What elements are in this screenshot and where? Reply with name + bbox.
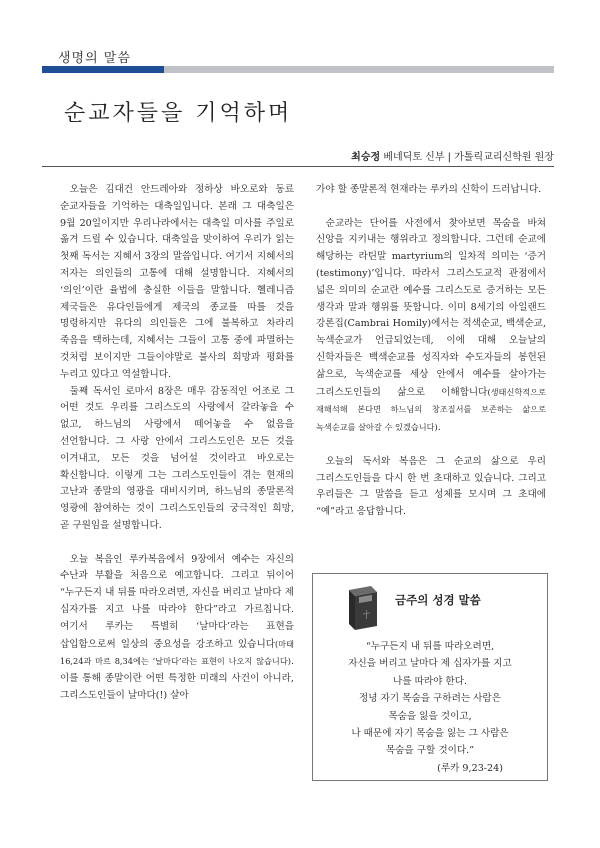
paragraph-text: . [437, 422, 441, 434]
weekly-verse-box [312, 573, 548, 781]
verse-line: 정녕 자기 목숨을 구하려는 사람은 [359, 693, 501, 705]
author-name: 최승정 [351, 152, 381, 163]
byline-rule [42, 166, 554, 167]
paragraph [316, 216, 546, 437]
article-title: 순교자들을 기억하며 [64, 101, 293, 126]
header-rule-accent [42, 66, 164, 73]
section-label: 생명의 말씀 [58, 51, 131, 66]
byline [351, 148, 554, 163]
paragraph [60, 552, 294, 705]
verse-line: 나를 따라야 한다. [392, 675, 468, 687]
bible-icon [343, 584, 379, 632]
author-role: 베네딕토 신부 | 가톨릭교리신학원 원장 [383, 152, 554, 163]
verse-text [313, 638, 547, 777]
paragraph: 오늘의 독서와 복음은 그 순교의 삶으로 우리 그리스도인들을 다시 한 번 초대하고 있습니다. 그리고 우리들은 그 말씀을 듣고 성체를 모시며 그 초대에 “예”라고 응답합니다. [316, 455, 546, 518]
paragraph-text: . 이를 통해 종말이란 어떤 특정한 미래의 사건이 아니라, 그리스도인들이 날마다(!) 살아 [60, 656, 294, 701]
paragraph: 둘째 독서인 로마서 8장은 매우 감동적인 어조로 그 어떤 것도 우리를 그리스도의 사랑에서 갈라놓을 수 없고, 하느님의 사랑에서 떼어놓을 수 없음을 선언합니다. 그 사랑 안에서 그리스도인은 모든 것을 이겨내고, 모든 것을 넘어설 것이라고 바오로는 확신합니다. 이렇게 그는 그리스도인들이 겪는 현재의 고난과 종말의 영광을 대비시키며, 하느님의 종말론적 영광에 참여하는 것이 그리스도인들의 궁극적인 희망, 곧 구원임을 설명합니다. [60, 385, 294, 531]
paragraph-text: 오늘 복음인 루카복음에서 9장에서 예수는 자신의 수난과 부활을 처음으로 예고합니다. 그리고 뒤이어 “누구든지 내 뒤를 따라오려면, 자신을 버리고 날마다 제 십자가를 지고 나를 따라야 한다”라고 가르칩니다. 여기서 루카는 특별히 ‘날마다’라는 표현을 삽입함으로써 일상의 중요성을 강조하고 있습니다 [60, 553, 294, 650]
verse-line: “누구든지 내 뒤를 따라오려면, [365, 641, 495, 652]
right-column [316, 182, 546, 521]
verse-box-title: 금주의 성경 말씀 [395, 593, 481, 607]
paragraph-text: 순교라는 단어를 사전에서 찾아보면 목숨을 바쳐 신앙을 지키내는 행위라고 정의합니다. 그런데 순교에 해당하는 라틴말 martyrium의 일차적 의미는 ‘증거(testimony)’입니다. 따라서 그리스도교적 관점에서 넓은 의미의 순교란 예수를 그리스도로 증거하는 모든 생각과 말과 행위를 뜻합니다. 이미 8세기의 아일랜드 강론집(Cambrai Homily)에서는 적색순교, 백색순교, 녹색순교가 언급되었는데, 이에 대해 오늘날의 신학자들은 백색순교를 성직자와 수도자들의 봉헌된 삶으로, 녹색순교를 세상 안에서 예수를 살아가는 그리스도인들의 삶으로 이해합니다 [316, 217, 546, 398]
verse-line: 자신을 버리고 날마다 제 십자가를 지고 [348, 658, 512, 670]
verse-line: 나 때문에 자기 목숨을 잃는 그 사람은 [351, 728, 509, 740]
verse-line: 목숨을 구할 것이다.” [385, 745, 475, 757]
verse-reference: (루카 9,23-24) [437, 762, 503, 774]
footnote-text: (마태 16,24과 마르 8,34에는 ‘날마다’라는 표현이 나오지 않습니다) [60, 638, 294, 667]
paragraph: 오늘은 김대건 안드레아와 정하상 바오로와 동료 순교자들을 기억하는 대축일입니다. 본래 그 대축일은 9월 20일이지만 우리나라에서는 대축일 미사를 주일로 옮겨 드릴 수 있습니다. 대축일을 맞이하여 우리가 읽는 첫째 독서는 지혜서 3장의 말씀입니다. 여기서 지혜서의 저자는 의인들의 고통에 대해 설명합니다. 지혜서의 ‘의인’이란 율법에 충실한 이들을 말합니다. 헬레니즘 제국들은 유다인들에게 제국의 종교를 따를 것을 명령하지만 유다의 의인들은 그에 불복하고 차라리 죽음을 택하는데, 지혜서는 그들이 고통 중에 파멸하는 것처럼 보이지만 그들이야말로 불사의 희망과 평화를 누리고 있다고 역설합니다. [60, 184, 294, 380]
verse-line: 목숨을 잃을 것이고, [388, 710, 472, 722]
left-column [60, 182, 294, 705]
footnote-text: (생태신학적으로 재해석해 본다면 하느님의 창조질서를 보존하는 삶으로 녹색순교를 살아갈 수 있겠습니다) [316, 386, 546, 433]
paragraph: 가야 할 종말론적 현재라는 루카의 신학이 드러납니다. [316, 184, 542, 195]
